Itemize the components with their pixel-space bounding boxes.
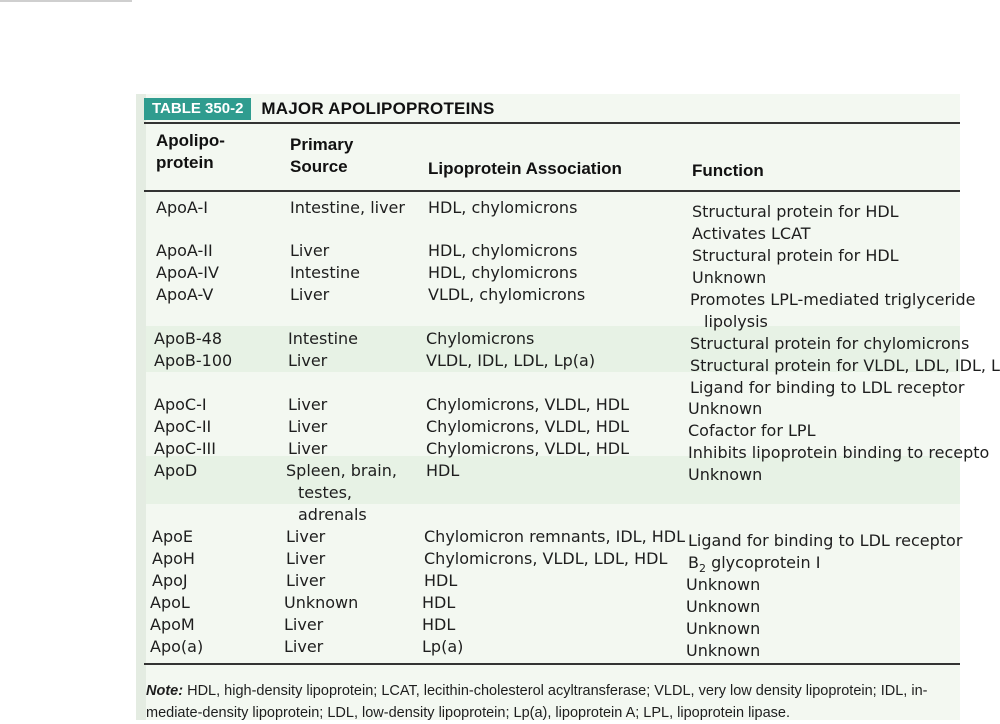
apo-cell: ApoL bbox=[150, 593, 190, 612]
source-cell: Intestine bbox=[290, 263, 361, 282]
b-letter: B bbox=[688, 553, 699, 572]
source-cell: Liver bbox=[286, 571, 326, 590]
header-primary-source bbox=[290, 134, 353, 178]
source-cell: Liver bbox=[290, 241, 330, 260]
header-apolipoprotein bbox=[156, 130, 225, 174]
function-cell: lipolysis bbox=[704, 312, 768, 331]
function-cell: Unknown bbox=[686, 575, 761, 594]
source-cell: Intestine bbox=[288, 329, 359, 348]
slide-top-strip bbox=[0, 0, 132, 2]
apo-cell: ApoA-IV bbox=[156, 263, 219, 282]
note-label: Note: bbox=[146, 683, 184, 699]
association-cell: Chylomicrons, VLDL, HDL bbox=[426, 417, 630, 436]
table-header bbox=[144, 98, 495, 120]
function-cell: Ligand for binding to LDL receptor bbox=[688, 531, 963, 550]
function-cell: Inhibits lipoprotein binding to recepto bbox=[688, 443, 990, 462]
apo-cell: ApoC-III bbox=[154, 439, 216, 458]
source-cell: testes, bbox=[298, 483, 352, 502]
source-cell: Liver bbox=[288, 417, 328, 436]
top-rule bbox=[144, 122, 960, 124]
association-cell: Chylomicrons, VLDL, LDL, HDL bbox=[424, 549, 668, 568]
apo-cell: ApoB-48 bbox=[154, 329, 222, 348]
association-cell: Chylomicrons, VLDL, HDL bbox=[426, 439, 630, 458]
table-number-tag: TABLE 350-2 bbox=[144, 98, 251, 120]
apo-cell: ApoM bbox=[150, 615, 195, 634]
association-cell: HDL, chylomicrons bbox=[428, 263, 578, 282]
scanned-table bbox=[136, 94, 1000, 721]
scan-edge bbox=[136, 94, 146, 720]
function-cell: Promotes LPL-mediated triglyceride bbox=[690, 290, 976, 309]
source-cell: Liver bbox=[288, 439, 328, 458]
source-cell: Liver bbox=[284, 615, 324, 634]
function-cell: Cofactor for LPL bbox=[688, 421, 816, 440]
function-cell: Activates LCAT bbox=[692, 224, 811, 243]
subscript-2: 2 bbox=[698, 562, 706, 576]
table-title: MAJOR APOLIPOPROTEINS bbox=[261, 99, 495, 118]
association-cell: HDL bbox=[426, 461, 460, 480]
glycoprotein-text: glycoprotein I bbox=[705, 553, 821, 572]
function-cell: Unknown bbox=[686, 597, 761, 616]
header-rule bbox=[144, 190, 960, 192]
apo-cell: ApoE bbox=[152, 527, 193, 546]
header-line: Primary bbox=[290, 135, 354, 154]
source-cell: Spleen, brain, bbox=[286, 461, 397, 480]
apo-cell: ApoH bbox=[152, 549, 195, 568]
header-line: Apolipo- bbox=[156, 131, 225, 150]
apo-cell: ApoB-100 bbox=[154, 351, 233, 370]
function-cell: Unknown bbox=[686, 619, 761, 638]
header-line: protein bbox=[156, 153, 214, 172]
apo-cell: ApoC-I bbox=[154, 395, 207, 414]
apo-cell: ApoA-II bbox=[156, 241, 213, 260]
apo-cell: ApoD bbox=[154, 461, 198, 480]
function-cell: Structural protein for VLDL, LDL, IDL, L bbox=[690, 356, 1000, 375]
bottom-rule bbox=[144, 663, 960, 665]
association-cell: Chylomicrons bbox=[426, 329, 535, 348]
association-cell: HDL bbox=[422, 593, 456, 612]
function-cell: Unknown bbox=[692, 268, 767, 287]
source-cell: Liver bbox=[286, 527, 326, 546]
header-line: Source bbox=[290, 157, 348, 176]
source-cell: adrenals bbox=[298, 505, 367, 524]
table-note bbox=[146, 680, 966, 724]
row-band bbox=[146, 456, 960, 504]
apo-cell: ApoA-V bbox=[156, 285, 214, 304]
association-cell: Chylomicron remnants, IDL, HDL bbox=[424, 527, 685, 546]
header-function: Function bbox=[692, 161, 764, 180]
function-cell: Unknown bbox=[688, 465, 763, 484]
source-cell: Unknown bbox=[284, 593, 359, 612]
source-cell: Liver bbox=[288, 351, 328, 370]
note-text: HDL, high-density lipoprotein; LCAT, lecithin-cholesterol acyltransferase; VLDL, very low density lipoprotein; IDL, in-mediate-density lipoprotein; LDL, low-density lipoprotein; Lp(a), lipoprotein A; LPL, lipoprotein lipase. bbox=[146, 683, 928, 721]
apo-cell: Apo(a) bbox=[150, 637, 204, 656]
association-cell: Lp(a) bbox=[422, 637, 464, 656]
association-cell: VLDL, IDL, LDL, Lp(a) bbox=[426, 351, 596, 370]
source-cell: Liver bbox=[290, 285, 330, 304]
function-cell: Unknown bbox=[686, 641, 761, 660]
function-cell: Unknown bbox=[688, 399, 763, 418]
header-lipoprotein-association: Lipoprotein Association bbox=[428, 159, 622, 178]
apo-cell: ApoJ bbox=[152, 571, 188, 590]
source-cell: Liver bbox=[286, 549, 326, 568]
source-cell: Liver bbox=[284, 637, 324, 656]
apo-cell: ApoC-II bbox=[154, 417, 212, 436]
association-cell: HDL bbox=[424, 571, 458, 590]
association-cell: HDL, chylomicrons bbox=[428, 198, 578, 217]
source-cell: Intestine, liver bbox=[290, 198, 405, 217]
apo-cell: ApoA-I bbox=[156, 198, 208, 217]
source-cell: Liver bbox=[288, 395, 328, 414]
association-cell: HDL, chylomicrons bbox=[428, 241, 578, 260]
function-cell: Ligand for binding to LDL receptor bbox=[690, 378, 965, 397]
function-cell: Structural protein for HDL bbox=[692, 202, 899, 221]
association-cell: Chylomicrons, VLDL, HDL bbox=[426, 395, 630, 414]
function-cell: Structural protein for chylomicrons bbox=[690, 334, 970, 353]
association-cell: VLDL, chylomicrons bbox=[428, 285, 586, 304]
association-cell: HDL bbox=[422, 615, 456, 634]
function-cell: Structural protein for HDL bbox=[692, 246, 899, 265]
